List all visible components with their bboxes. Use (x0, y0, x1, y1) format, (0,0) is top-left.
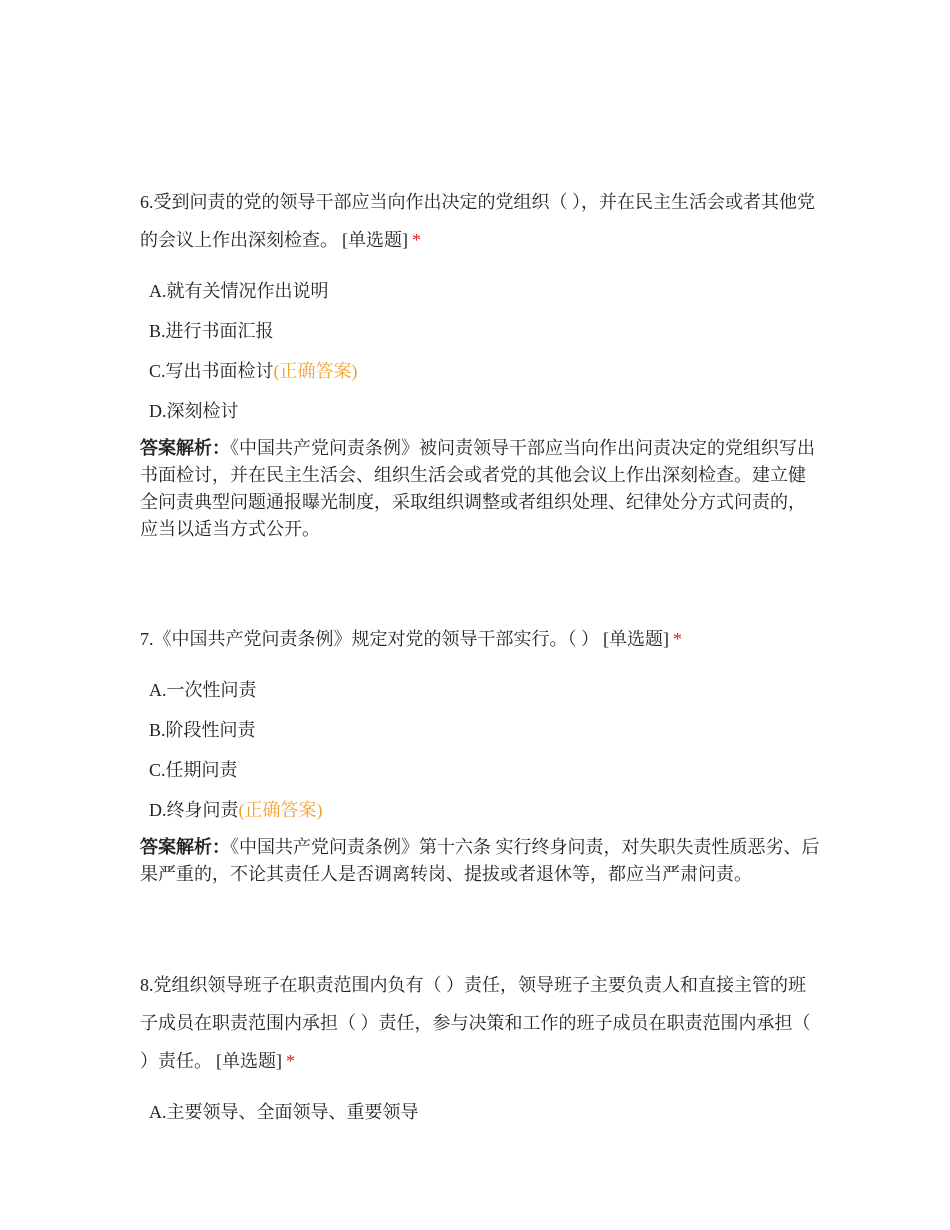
option-b[interactable] (140, 710, 820, 750)
required-star: * (412, 230, 421, 250)
analysis-text: 《中国共产党问责条例》第十六条 实行终身问责，对失职失责性质恶劣、后果严重的，不论其责任人是否调离转岗、提拔或者退休等，都应当严肃问责。 (140, 837, 820, 884)
required-star: * (673, 629, 682, 649)
option-a[interactable] (140, 1092, 820, 1132)
option-label: A.就有关情况作出说明 (149, 281, 329, 301)
option-label: B.进行书面汇报 (149, 321, 274, 341)
question-text: 7.《中国共产党问责条例》规定对党的领导干部实行。（ ） (140, 629, 599, 649)
option-c[interactable] (140, 351, 820, 391)
answer-analysis (140, 435, 820, 543)
option-a[interactable] (140, 670, 820, 710)
option-c[interactable] (140, 750, 820, 790)
analysis-label: 答案解析： (140, 438, 230, 458)
option-d[interactable] (140, 391, 820, 431)
question-7 (140, 620, 820, 888)
option-list (140, 670, 820, 830)
analysis-text: 《中国共产党问责条例》被问责领导干部应当向作出问责决定的党组织写出书面检讨，并在民主生活会、组织生活会或者党的其他会议上作出深刻检查。建立健全问责典型问题通报曝光制度，采取组织调整或者组织处理、纪律处分方式问责的，应当以适当方式公开。 (140, 438, 815, 539)
question-6 (140, 183, 820, 543)
answer-analysis (140, 834, 820, 888)
correct-answer-tag: (正确答案) (238, 800, 323, 820)
question-title (140, 183, 820, 259)
question-text: 6.受到问责的党的领导干部应当向作出决定的党组织（ ），并在民主生活会或者其他党的会议上作出深刻检查。 (140, 192, 815, 250)
option-label: D.终身问责 (149, 800, 239, 820)
option-list (140, 1092, 820, 1132)
option-list (140, 271, 820, 431)
question-title (140, 966, 820, 1080)
option-label: C.任期问责 (149, 760, 238, 780)
option-label: B.阶段性问责 (149, 720, 256, 740)
question-title (140, 620, 820, 658)
question-type: [单选题] (216, 1051, 282, 1071)
option-a[interactable] (140, 271, 820, 311)
option-label: C.写出书面检讨 (149, 361, 274, 381)
option-label: A.一次性问责 (149, 680, 257, 700)
correct-answer-tag: (正确答案) (273, 361, 358, 381)
option-label: D.深刻检讨 (149, 401, 239, 421)
option-d[interactable] (140, 790, 820, 830)
question-list (140, 183, 820, 1132)
option-b[interactable] (140, 311, 820, 351)
question-8 (140, 966, 820, 1132)
required-star: * (286, 1051, 295, 1071)
question-type: [单选题] (342, 230, 408, 250)
question-type: [单选题] (603, 629, 669, 649)
option-label: A.主要领导、全面领导、重要领导 (149, 1102, 419, 1122)
analysis-label: 答案解析： (140, 837, 230, 857)
question-text: 8.党组织领导班子在职责范围内负有（ ）责任，领导班子主要负责人和直接主管的班子成员在职责范围内承担（ ）责任，参与决策和工作的班子成员在职责范围内承担（ ）责任。 (140, 975, 811, 1071)
